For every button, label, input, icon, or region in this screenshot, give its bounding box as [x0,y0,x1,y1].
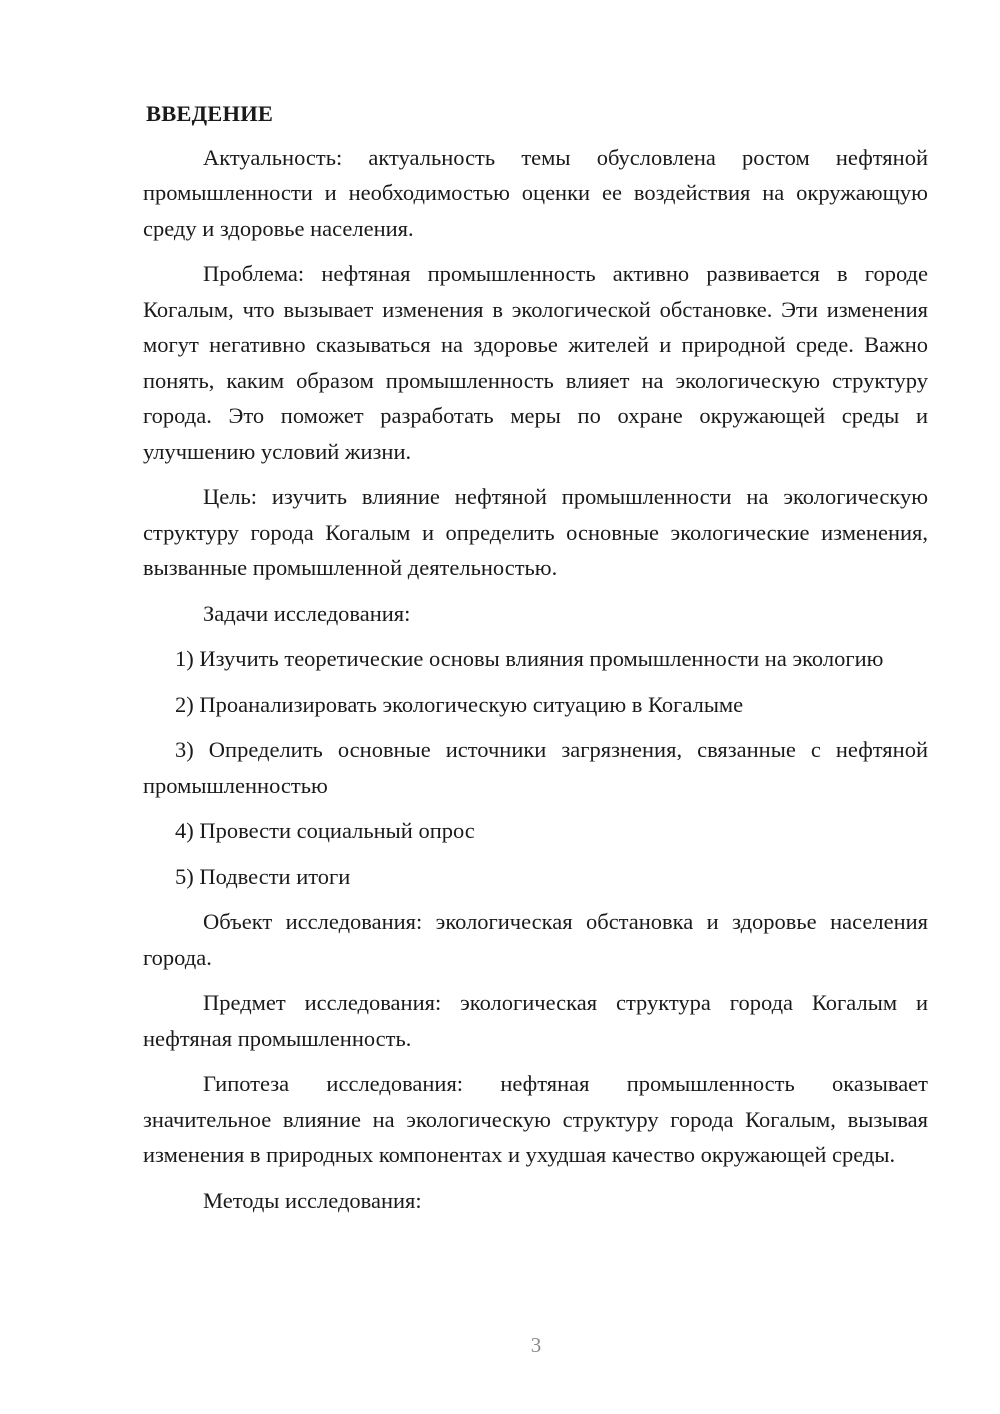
task-item-1: 1) Изучить теоретические основы влияния промышленности на экологию [175,646,884,671]
paragraph-goal: Цель: изучить влияние нефтяной промышленности на экологическую структуру города Когалым и определить основные экологические изменения, вызванные промышленной деятельностью. [143,484,928,580]
task-item-2: 2) Проанализировать экологическую ситуацию в Когалыме [175,691,744,717]
paragraph-relevance: Актуальность: актуальность темы обусловлена ростом нефтяной промышленности и необходимостью оценки ее воздействия на окружающую среду и здоровье населения. [143,144,928,241]
paragraph-hypothesis: Гипотеза исследования: нефтяная промышленность оказывает значительное влияние на экологическую структуру города Когалым, вызывая изменения в природных компонентах и ухудшая качество окружающей среды. [143,1071,928,1167]
task-item-4: 4) Провести социальный опрос [175,818,475,843]
task-item-3: 3) Определить основные источники загрязнения, связанные с нефтяной промышленностью [143,737,928,798]
methods-heading: Методы исследования: [203,1187,422,1213]
tasks-heading: Задачи исследования: [203,600,411,626]
page-content [143,96,928,1228]
section-title: ВВЕДЕНИЕ [146,101,274,126]
task-item-5: 5) Подвести итоги [175,863,351,889]
paragraph-subject: Предмет исследования: экологическая структура города Когалым и нефтяная промышленность. [143,990,928,1051]
paragraph-problem: Проблема: нефтяная промышленность активно развивается в городе Когалым, что вызывает изменения в экологической обстановке. Эти изменения могут негативно сказываться на здоровье жителей и природной среде. Важно понять, каким образом промышленность влияет на экологическую структуру города. Это поможет разработать меры по охране окружающей среды и улучшению условий жизни. [143,261,928,464]
page-number: 3 [530,1333,542,1357]
paragraph-object: Объект исследования: экологическая обстановка и здоровье населения города. [143,909,928,970]
